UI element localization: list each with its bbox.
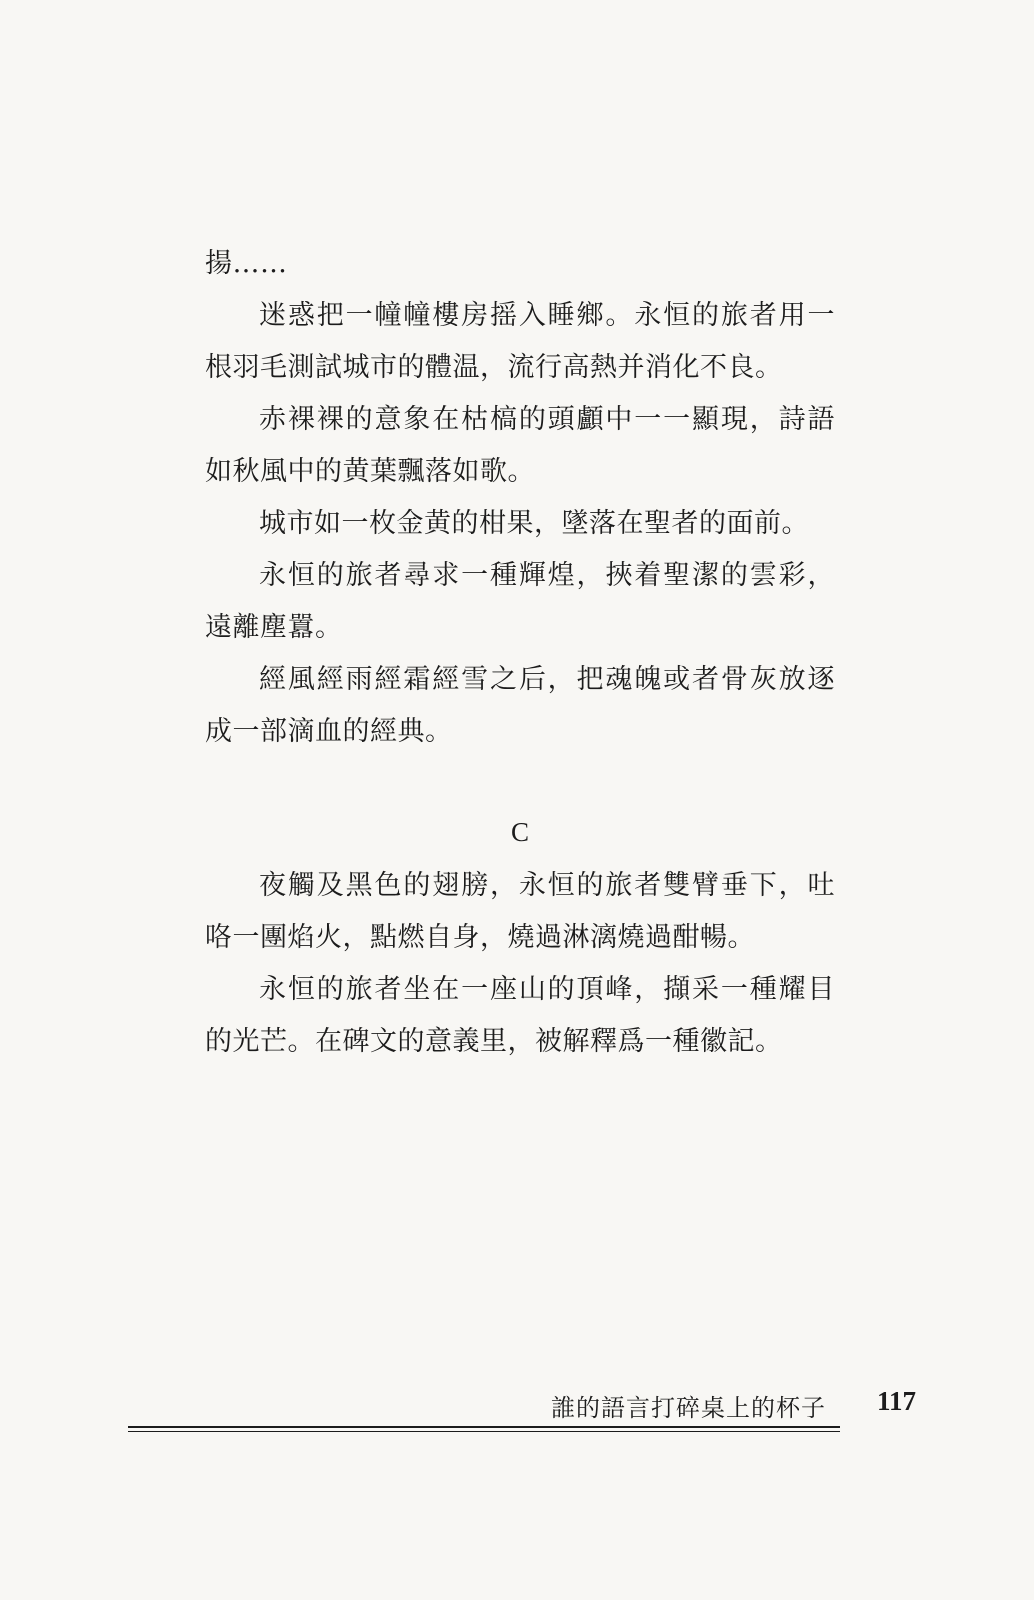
page-footer bbox=[128, 1384, 918, 1434]
section-heading: C bbox=[510, 817, 529, 847]
running-footer-title: 誰的語言打碎桌上的杯子 bbox=[551, 1394, 826, 1422]
paragraph: 迷惑把一幢幢樓房摇入睡鄉。永恒的旅者用一根羽毛測試城市的體温，流行高熱并消化不良。 bbox=[205, 300, 835, 383]
footer-rule-thin bbox=[128, 1431, 840, 1432]
paragraph: 赤裸裸的意象在枯槁的頭顱中一一顯現，詩語如秋風中的黄葉飄落如歌。 bbox=[205, 404, 835, 487]
paragraph: 永恒的旅者坐在一座山的頂峰，擷采一種耀目的光芒。在碑文的意義里，被解釋爲一種徽記。 bbox=[205, 974, 835, 1057]
paragraph-continuation: 揚…… bbox=[205, 248, 288, 279]
page-number: 117 bbox=[876, 1386, 916, 1416]
paragraph: 經風經雨經霜經雪之后，把魂魄或者骨灰放逐成一部滴血的經典。 bbox=[205, 664, 835, 747]
paragraph: 永恒的旅者尋求一種輝煌，挾着聖潔的雲彩，遠離塵囂。 bbox=[205, 560, 835, 643]
paragraph: 夜觸及黑色的翅膀，永恒的旅者雙臂垂下，吐咯一團焰火，點燃自身，燒過淋漓燒過酣暢。 bbox=[205, 870, 835, 953]
paragraph: 城市如一枚金黄的柑果，墜落在聖者的面前。 bbox=[259, 508, 809, 539]
footer-rule-thick bbox=[128, 1426, 840, 1428]
body-text bbox=[205, 238, 835, 1068]
